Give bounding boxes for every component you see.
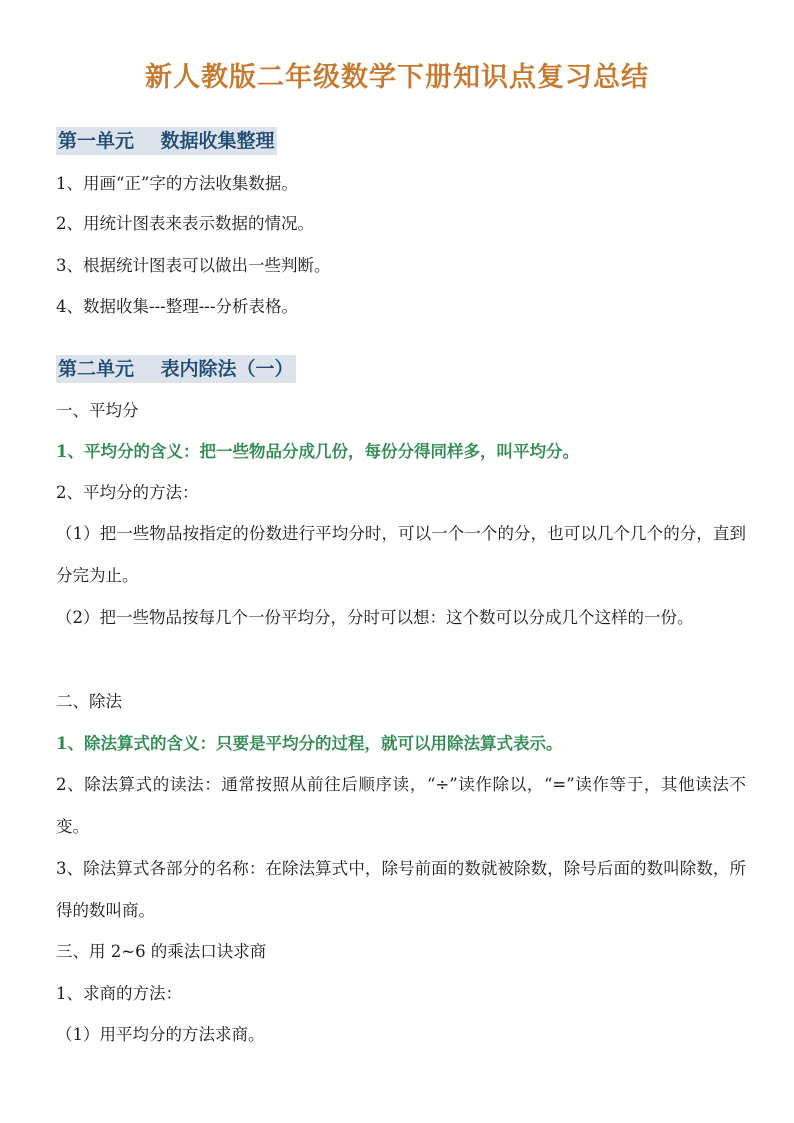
unit1-item-4: 4、数据收集---整理---分析表格。 (56, 297, 298, 316)
part1-heading: 一、平均分 (56, 401, 139, 420)
unit1-item-2: 2、用统计图表来表示数据的情况。 (56, 214, 314, 233)
unit1-heading: 第一单元 数据收集整理 (56, 127, 277, 155)
unit1-item-3: 3、根据统计图表可以做出一些判断。 (56, 256, 331, 275)
part3-heading: 三、用 2~6 的乘法口诀求商 (56, 942, 267, 961)
document-title: 新人教版二年级数学下册知识点复习总结 (145, 62, 649, 93)
part2-heading: 二、除法 (56, 692, 122, 711)
part3-method-label: 1、求商的方法： (56, 984, 182, 1003)
part1-method-1: （1）把一些物品按指定的份数进行平均分时，可以一个一个的分，也可以几个几个的分，直到分完为止。 (56, 524, 746, 585)
unit1-item-1: 1、用画“正”字的方法收集数据。 (56, 174, 298, 193)
part3-method-1: （1）用平均分的方法求商。 (56, 1025, 265, 1044)
part1-method-label: 2、平均分的方法： (56, 483, 199, 502)
part2-names: 3、除法算式各部分的名称：在除法算式中，除号前面的数就被除数，除号后面的数叫除数，所得的数叫商。 (56, 859, 746, 920)
part2-reading: 2、除法算式的读法：通常按照从前往后顺序读，“÷”读作除以，“=”读作等于，其他读法不变。 (56, 775, 746, 836)
part1-meaning: 1、平均分的含义：把一些物品分成几份，每份分得同样多，叫平均分。 (56, 442, 579, 461)
part1-method-2: （2）把一些物品按每几个一份平均分，分时可以想：这个数可以分成几个这样的一份。 (56, 608, 694, 627)
part2-meaning: 1、除法算式的含义：只要是平均分的过程，就可以用除法算式表示。 (56, 734, 563, 753)
unit2-heading: 第二单元 表内除法（一） (56, 355, 296, 383)
